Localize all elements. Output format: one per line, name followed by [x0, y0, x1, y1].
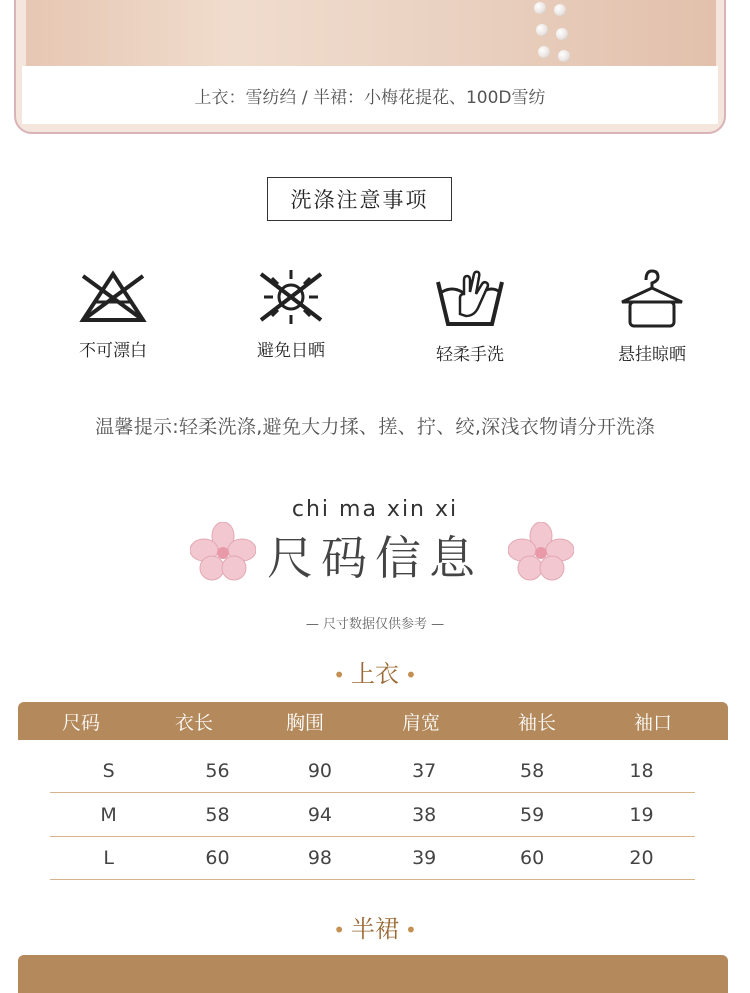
table-cell: 56 [205, 760, 230, 782]
hang-dry-icon [616, 268, 688, 330]
care-label: 悬挂晾晒 [618, 345, 686, 365]
column-header: 袖长 [517, 711, 556, 734]
table-cell: 98 [307, 847, 332, 869]
care-label: 轻柔手洗 [436, 345, 504, 365]
size-info-title: 尺码信息 [267, 531, 483, 585]
table-cell: 38 [412, 804, 437, 826]
care-label: 不可漂白 [79, 341, 147, 361]
column-header: 胸围 [285, 711, 324, 734]
skirt-section-label [0, 909, 750, 944]
table-cell: S [102, 760, 115, 782]
column-header: 肩宽 [401, 711, 440, 734]
table-cell: 59 [520, 804, 545, 826]
product-photo [26, 0, 716, 66]
product-photo-card [14, 0, 726, 134]
table-cell: 60 [520, 847, 545, 869]
care-item-hang-dry [587, 268, 717, 365]
care-label: 避免日晒 [257, 341, 325, 361]
bullet-dot: • [405, 663, 417, 687]
column-header: 尺码 [61, 711, 100, 734]
table-cell: 39 [412, 847, 437, 869]
skirt-table-header [18, 955, 728, 993]
table-row [50, 837, 695, 880]
hand-wash-icon [434, 268, 506, 330]
table-cell: 20 [629, 847, 654, 869]
table-cell: M [100, 804, 117, 826]
wash-instructions-title: 洗涤注意事项 [267, 177, 452, 221]
table-cell: 37 [412, 760, 437, 782]
skirt-section-label-text: 半裙 [351, 915, 399, 943]
table-cell: 94 [307, 804, 332, 826]
bullet-dot: • [405, 918, 417, 942]
size-info-pinyin: chi ma xin xi [291, 497, 459, 522]
column-header: 衣长 [174, 711, 213, 734]
care-item-hand-wash [405, 268, 535, 365]
no-bleach-icon [77, 268, 149, 326]
washing-tip: 温馨提示:轻柔洗涤,避免大力揉、搓、拧、绞,深浅衣物请分开洗涤 [95, 416, 655, 438]
table-cell: 58 [520, 760, 545, 782]
bullet-dot: • [333, 663, 345, 687]
table-cell: 19 [629, 804, 654, 826]
cherry-blossom-icon [508, 522, 574, 582]
no-sun-icon [255, 268, 327, 326]
top-table-header [18, 702, 728, 740]
bullet-dot: • [333, 918, 345, 942]
table-row [50, 794, 695, 837]
care-item-no-bleach [48, 268, 178, 361]
top-section-label-text: 上衣 [351, 660, 399, 688]
table-row [50, 750, 695, 793]
reference-note: — 尺寸数据仅供参考 — [305, 617, 445, 632]
table-cell: 60 [205, 847, 230, 869]
column-header: 袖口 [633, 711, 672, 734]
table-cell: 18 [629, 760, 654, 782]
table-cell: 58 [205, 804, 230, 826]
top-section-label [0, 654, 750, 689]
material-text: 上衣：雪纺绉 / 半裙：小梅花提花、100D雪纺 [22, 66, 718, 124]
care-item-no-sun [226, 268, 356, 361]
table-cell: 90 [307, 760, 332, 782]
table-cell: L [103, 847, 114, 869]
